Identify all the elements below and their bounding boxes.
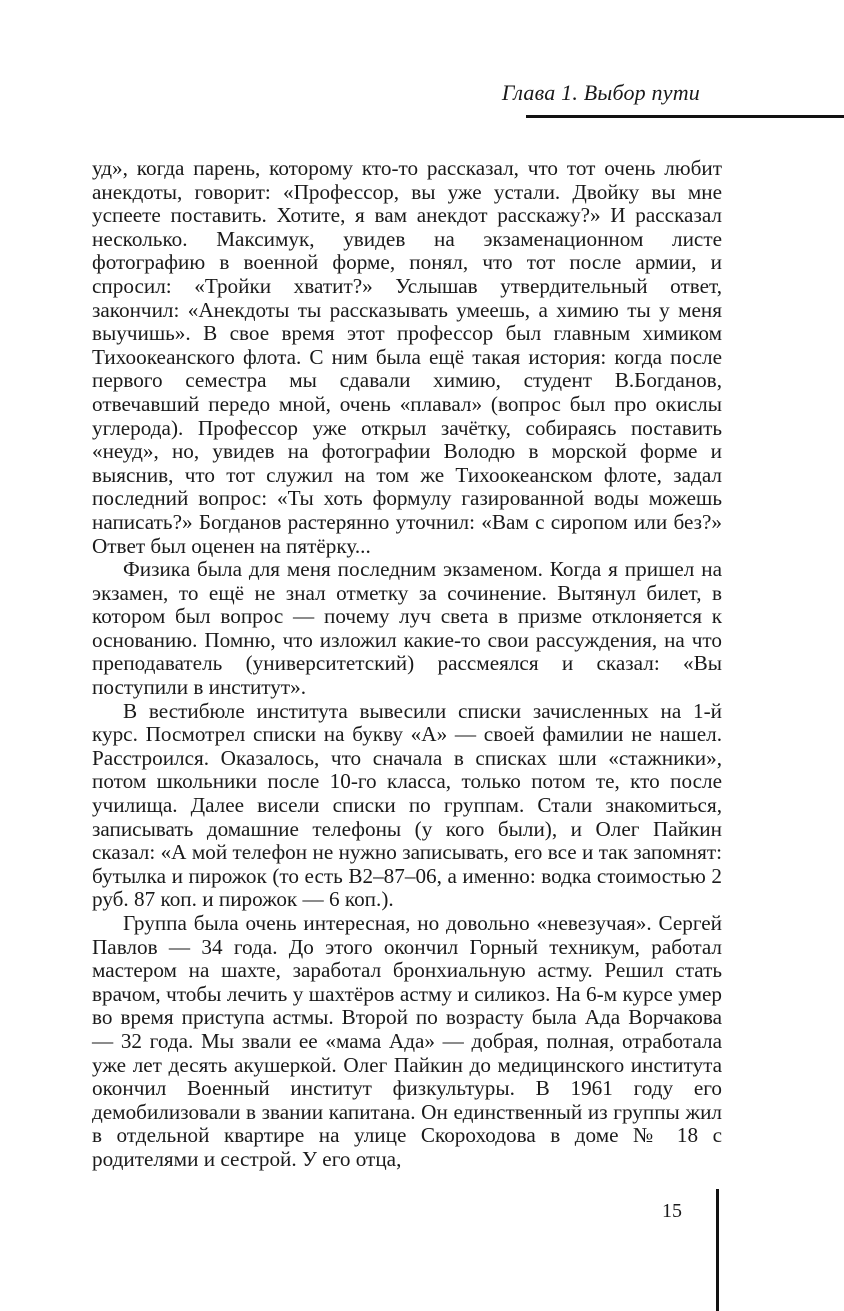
paragraph-4: Группа была очень интересная, но довольно «невезучая». Сергей Павлов — 34 года. До этого окончил Горный техникум, работал мастером на шахте, заработал бронхиальную астму. Решил стать врачом, чтобы лечить у шахтёров астму и силикоз. На 6-м курсе умер во время приступа астмы. Второй по возрасту была Ада Ворчакова — 32 года. Мы звали ее «мама Ада» — добрая, полная, отработала уже лет десять акушеркой. Олег Пайкин до медицинского института окончил Военный институт физкультуры. В 1961 году его демобилизовали в звании капитана. Он единственный из группы жил в отдельной квартире на улице Скороходова в доме № 18 с родителями и сестрой. У его отца,: [92, 911, 722, 1171]
running-head-title: Глава 1. Выбор пути: [501, 80, 700, 105]
header-rule: [526, 115, 844, 118]
paragraph-3: В вестибюле института вывесили списки зачисленных на 1-й курс. Посмотрел списки на букву «А» — своей фамилии не нашел. Расстроился. Оказалось, что сначала в списках шли «стажники», потом школьники после 10-го класса, только потом те, кто после училища. Далее висели списки по группам. Стали знакомиться, записывать домашние телефоны (у кого были), и Олег Пайкин сказал: «А мой телефон не нужно записывать, его все и так запомнят: бутылка и пирожок (то есть В2–87–06, а именно: водка стоимостью 2 руб. 87 коп. и пирожок — 6 коп.).: [92, 698, 722, 912]
paragraph-2: Физика была для меня последним экзаменом. Когда я пришел на экзамен, то ещё не знал отметку за сочинение. Вытянул билет, в котором был вопрос — почему луч света в призме отклоняется к основанию. Помню, что изложил какие-то свои рассуждения, на что преподаватель (университетский) рассмеялся и сказал: «Вы поступили в институт».: [92, 557, 722, 700]
body-text: [92, 157, 722, 1172]
footer-rule: [716, 1189, 719, 1311]
page-number: 15: [662, 1200, 682, 1222]
paragraph-1: уд», когда парень, которому кто-то рассказал, что тот очень любит анекдоты, говорит: «Профессор, вы уже устали. Двойку вы мне успеете поставить. Хотите, я вам анекдот расскажу?» И рассказал несколько. Максимук, увидев на экзаменационном листе фотографию в военной форме, понял, что тот после армии, и спросил: «Тройки хватит?» Услышав утвердительный ответ, закончил: «Анекдоты ты рассказывать умеешь, а химию ты у меня выучишь». В свое время этот профессор был главным химиком Тихоокеанского флота. С ним была ещё такая история: когда после первого семестра мы сдавали химию, студент В.Богданов, отвечавший передо мной, очень «плавал» (вопрос был про окислы углерода). Профессор уже открыл зачётку, собираясь поставить «неуд», но, увидев на фотографии Володю в морской форме и выяснив, что тот служил на том же Тихоокеанском флоте, задал последний вопрос: «Ты хоть формулу газированной воды можешь написать?» Богданов растерянно уточнил: «Вам с сиропом или без?» Ответ был оценен на пятёрку...: [92, 156, 722, 558]
